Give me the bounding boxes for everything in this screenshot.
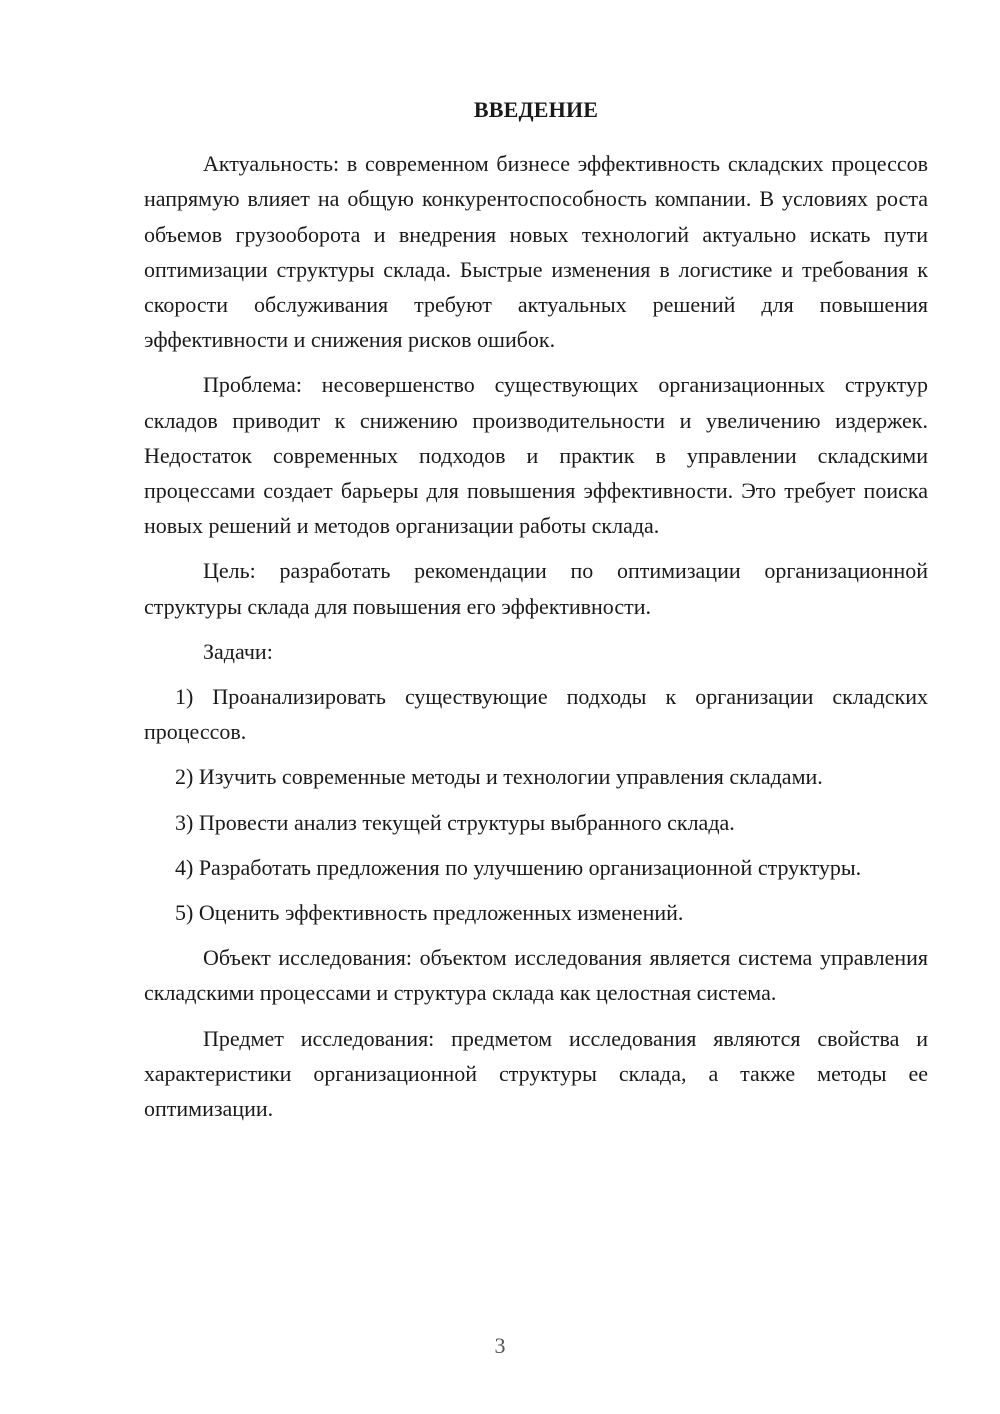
- relevance-paragraph: Актуальность: в современном бизнесе эффективность складских процессов напрямую влияет на общую конкурентоспособность компании. В условиях роста объемов грузооборота и внедрения новых технологий актуально искать пути оптимизации структуры склада. Быстрые изменения в логистике и требования к скорости обслуживания требуют актуальных решений для повышения эффективности и снижения рисков ошибок.: [144, 151, 928, 353]
- tasks-list: [144, 679, 928, 930]
- list-item: 4) Разработать предложения по улучшению организационной структуры.: [175, 854, 862, 880]
- problem-paragraph: Проблема: несовершенство существующих организационных структур складов приводит к снижению производительности и увеличению издержек. Недостаток современных подходов и практик в управлении складскими процессами создает барьеры для повышения эффективности. Это требует поиска новых решений и методов организации работы склада.: [144, 372, 928, 539]
- tasks-label: Задачи:: [203, 638, 273, 664]
- list-item: 1) Проанализировать существующие подходы к организации складских процессов.: [144, 684, 928, 745]
- goal-paragraph: Цель: разработать рекомендации по оптимизации организационной структуры склада для повышения его эффективности.: [144, 558, 928, 619]
- page-number: 3: [494, 1333, 506, 1358]
- object-paragraph: Объект исследования: объектом исследования является система управления складскими процессами и структура склада как целостная система.: [144, 945, 928, 1006]
- page-title: ВВЕДЕНИЕ: [473, 97, 599, 122]
- page-content: [144, 92, 928, 1136]
- list-item: 5) Оценить эффективность предложенных изменений.: [175, 900, 684, 926]
- subject-paragraph: Предмет исследования: предметом исследования являются свойства и характеристики организационной структуры склада, а также методы ее оптимизации.: [144, 1025, 928, 1122]
- list-item: 2) Изучить современные методы и технологии управления складами.: [175, 764, 823, 790]
- list-item: 3) Провести анализ текущей структуры выбранного склада.: [175, 809, 735, 835]
